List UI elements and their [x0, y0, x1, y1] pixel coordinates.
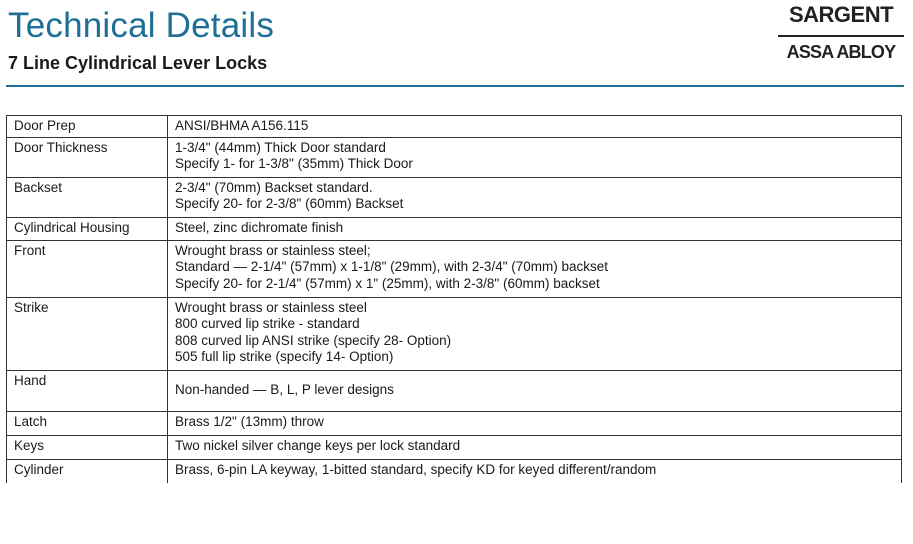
spec-value [168, 411, 902, 435]
spec-value [168, 297, 902, 370]
spec-value-line: Standard — 2-1/4" (57mm) x 1-1/8" (29mm), with 2-3/4" (70mm) backset [175, 259, 609, 274]
table-row [7, 411, 902, 435]
spec-value-line: Non-handed — B, L, P lever designs [175, 382, 394, 398]
spec-label: Backset [7, 177, 168, 217]
spec-value [168, 459, 902, 483]
spec-value-line: Steel, zinc dichromate finish [175, 219, 344, 235]
brand-name-assa-abloy: ASSA ABLOY [786, 42, 896, 62]
spec-label: Front [7, 240, 168, 297]
spec-value-line: 2-3/4" (70mm) Backset standard. [175, 179, 373, 195]
spec-value [168, 435, 902, 459]
spec-label: Cylinder [7, 459, 168, 483]
page-subtitle: 7 Line Cylindrical Lever Locks [8, 53, 268, 73]
brand-name-sargent: SARGENT [788, 2, 894, 27]
header-divider [6, 85, 904, 87]
table-row [7, 177, 902, 217]
table-row [7, 297, 902, 370]
table-row [7, 370, 902, 411]
spec-label: Door Thickness [7, 137, 168, 177]
spec-value-line: Specify 1- for 1-3/8" (35mm) Thick Door [175, 156, 413, 171]
spec-value-line: 1-3/4" (44mm) Thick Door standard [175, 139, 386, 155]
spec-value-line: ANSI/BHMA A156.115 [175, 118, 309, 133]
spec-label: Door Prep [7, 116, 168, 138]
spec-value-line: 505 full lip strike (specify 14- Option) [175, 349, 394, 364]
spec-label: Strike [7, 297, 168, 370]
brand-logo [778, 2, 904, 63]
spec-value [168, 116, 902, 138]
table-row [7, 459, 902, 483]
table-row [7, 435, 902, 459]
spec-value-line: Wrought brass or stainless steel; [175, 242, 371, 258]
spec-label: Cylindrical Housing [7, 217, 168, 240]
spec-value-line: Brass 1/2" (13mm) throw [175, 413, 324, 429]
technical-specs-table [6, 115, 902, 483]
spec-value-line: Wrought brass or stainless steel [175, 299, 367, 315]
spec-value-line: 800 curved lip strike - standard [175, 316, 360, 331]
spec-value [168, 177, 902, 217]
spec-value-line: Specify 20- for 2-1/4" (57mm) x 1" (25mm), with 2-3/8" (60mm) backset [175, 275, 600, 291]
spec-value-line: Specify 20- for 2-3/8" (60mm) Backset [175, 196, 404, 211]
spec-value-line: 808 curved lip ANSI strike (specify 28- Option) [175, 332, 452, 348]
spec-value-line: Two nickel silver change keys per lock standard [175, 437, 461, 453]
spec-value [168, 370, 902, 411]
spec-value [168, 240, 902, 297]
spec-value [168, 137, 902, 177]
table-row [7, 240, 902, 297]
page-title: Technical Details [8, 6, 275, 45]
spec-value-line: Brass, 6-pin LA keyway, 1-bitted standard, specify KD for keyed different/random [175, 461, 657, 477]
spec-label: Hand [7, 370, 168, 411]
spec-value [168, 217, 902, 240]
table-row [7, 116, 902, 138]
table-row [7, 217, 902, 240]
spec-label: Latch [7, 411, 168, 435]
spec-label: Keys [7, 435, 168, 459]
table-row [7, 137, 902, 177]
brand-divider [778, 35, 904, 37]
